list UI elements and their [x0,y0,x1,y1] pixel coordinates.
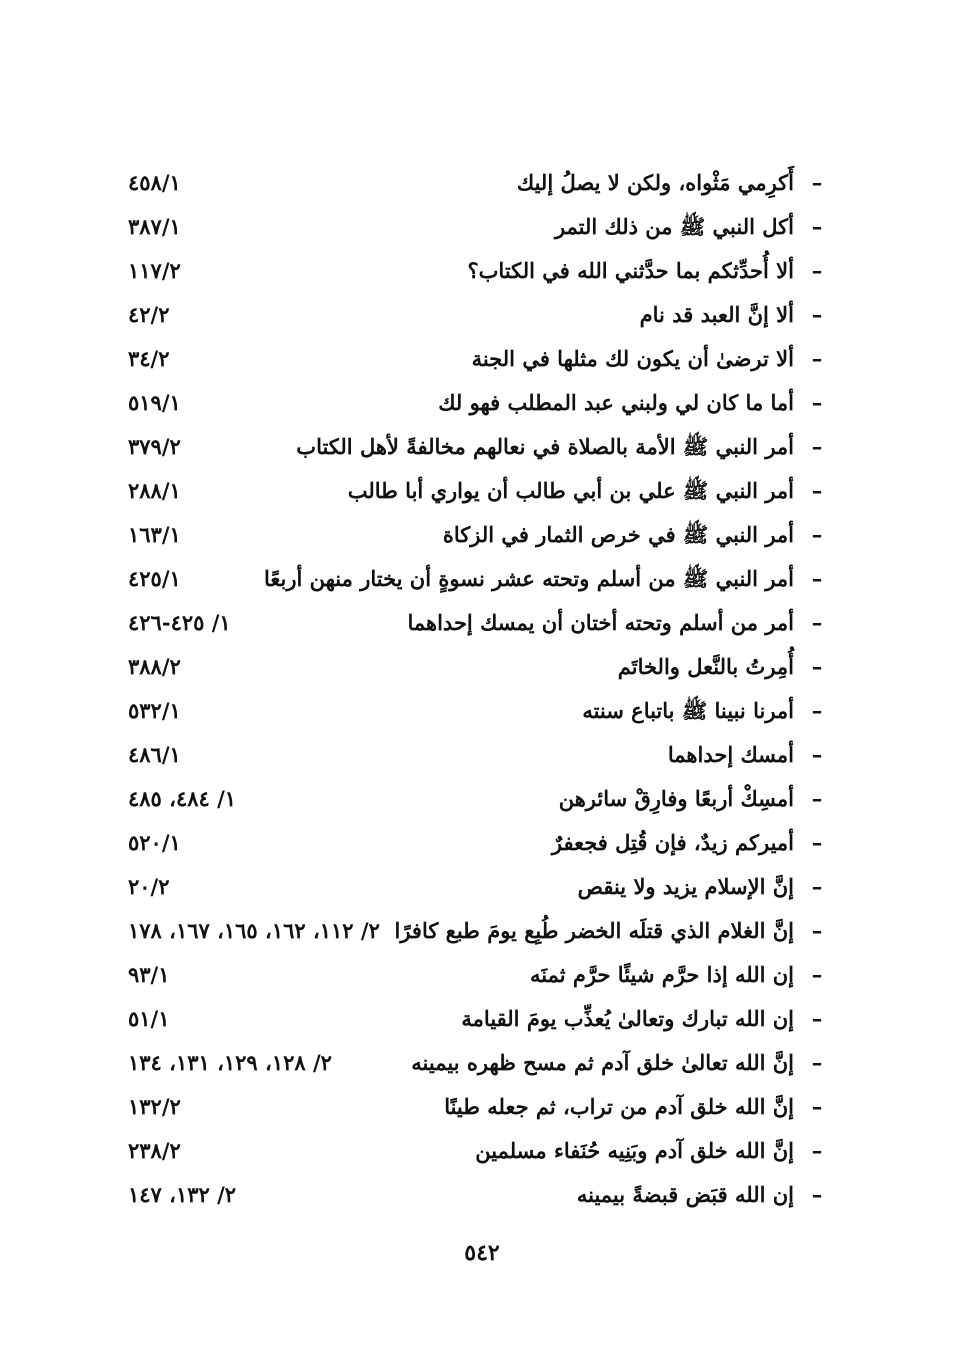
entry-text: أمر النبي ﷺ من أسلم وتحته عشر نسوةٍ أن يختار منهن أربعًا [263,566,794,591]
entry-reference: ٢٠/٢ [128,874,170,899]
index-entry [128,1129,828,1173]
index-entry [128,557,828,601]
entry-reference: ٤٢/٢ [128,302,170,327]
index-entry [128,953,828,997]
entry-dash: – [811,610,823,635]
entry-reference: ١٣٢/٢ [128,1094,181,1119]
entry-reference: ٤٥٨/١ [128,170,181,195]
entry-reference: ٥٢٠/١ [128,830,181,855]
entry-dash: – [811,1050,823,1075]
entry-dash: – [811,742,823,767]
entry-text: إنَّ الله تعالىٰ خلق آدم ثم مسح ظهره بيمينه [411,1050,794,1075]
index-entry [128,249,828,293]
entry-dash: – [811,434,823,459]
entry-text: إن الله إذا حرَّم شيئًا حرَّم ثمنَه [530,962,794,987]
index-entry [128,645,828,689]
index-entry [128,865,828,909]
entry-text: إنَّ الله خلق آدم وبَنِيه حُنَفاء مسلمين [475,1138,794,1163]
entry-text: أمسِكْ أربعًا وفارِقْ سائرهن [558,786,794,811]
index-entry [128,733,828,777]
entry-reference: ٥١/١ [128,1006,170,1031]
entry-text: أمرنا نبينا ﷺ باتباع سنته [582,698,794,723]
entry-dash: – [811,874,823,899]
entry-dash: – [811,170,823,195]
entry-dash: – [811,1182,823,1207]
entry-dash: – [811,654,823,679]
entry-text: إنَّ الغلام الذي قتلَه الخضر طُبِع يومَ طبع كافرًا [394,918,794,943]
entry-reference: ٤٨٦/١ [128,742,181,767]
entry-text: ألا ترضىٰ أن يكون لك مثلها في الجنة [471,346,794,371]
entry-reference: ٣٤/٢ [128,346,170,371]
entry-dash: – [811,786,823,811]
entry-text: أمر النبي ﷺ في خرص الثمار في الزكاة [442,522,794,547]
entry-dash: – [811,918,823,943]
entry-dash: – [811,390,823,415]
entry-text: أكل النبي ﷺ من ذلك التمر [554,214,794,239]
entry-text: أما ما كان لي ولبني عبد المطلب فهو لك [438,390,794,415]
entry-dash: – [811,566,823,591]
index-entry [128,821,828,865]
entry-reference: ٢/ ١٢٨، ١٢٩، ١٣١، ١٣٤ [128,1050,332,1075]
index-entry [128,1173,828,1217]
entry-dash: – [811,258,823,283]
entry-reference: ٢/ ١٣٢، ١٤٧ [128,1182,237,1207]
entry-reference: ١١٧/٢ [128,258,181,283]
entry-dash: – [811,1138,823,1163]
entry-reference: ٣٨٧/١ [128,214,181,239]
index-entry [128,1085,828,1129]
entry-reference: ١/ ٤٨٤، ٤٨٥ [128,786,237,811]
entry-dash: – [811,302,823,327]
index-entry [128,689,828,733]
entry-dash: – [811,214,823,239]
index-entry [128,337,828,381]
index-entry [128,777,828,821]
index-entry [128,513,828,557]
entry-text: ألا أُحدِّثكم بما حدَّثني الله في الكتاب؟ [467,258,794,283]
entry-text: أمسك إحداهما [667,742,794,767]
entry-reference: ٣٧٩/٢ [128,434,181,459]
index-entry [128,601,828,645]
entry-dash: – [811,830,823,855]
entry-dash: – [811,522,823,547]
entry-text: إنَّ الله خلق آدم من تراب، ثم جعله طينًا [444,1094,794,1119]
entry-text: أمر من أسلم وتحته أختان أن يمسك إحداهما [407,610,794,635]
hadith-index-list [128,161,828,1217]
index-entry [128,381,828,425]
entry-text: ألا إنَّ العبد قد نام [639,302,794,327]
entry-dash: – [811,478,823,503]
index-entry [128,161,828,205]
index-entry [128,909,828,953]
entry-reference: ٤٢٥/١ [128,566,181,591]
entry-reference: ٢٣٨/٢ [128,1138,181,1163]
entry-reference: ٥٣٢/١ [128,698,181,723]
entry-reference: ٩٣/١ [128,962,170,987]
index-entry [128,425,828,469]
entry-dash: – [811,1094,823,1119]
index-entry [128,293,828,337]
entry-text: أميركم زيدٌ، فإن قُتِل فجعفرٌ [551,830,794,855]
entry-text: أمر النبي ﷺ الأمة بالصلاة في نعالهم مخالفةً لأهل الكتاب [296,434,794,459]
entry-reference: ١/ ٤٢٥-٤٢٦ [128,610,231,635]
entry-dash: – [811,698,823,723]
entry-reference: ٢/ ١١٢، ١٦٢، ١٦٥، ١٦٧، ١٧٨ [128,918,380,943]
entry-reference: ١٦٣/١ [128,522,181,547]
entry-text: أُمِرتُ بالنَّعل والخاتَم [617,654,794,679]
index-entry [128,1041,828,1085]
index-entry [128,469,828,513]
entry-text: إن الله قبَض قبضةً بيمينه [576,1182,794,1207]
entry-dash: – [811,1006,823,1031]
entry-reference: ٥١٩/١ [128,390,181,415]
entry-dash: – [811,346,823,371]
page-number: ٥٤٢ [464,1240,500,1266]
entry-reference: ٢٨٨/١ [128,478,181,503]
index-entry [128,205,828,249]
index-entry [128,997,828,1041]
entry-dash: – [811,962,823,987]
entry-text: أمر النبي ﷺ علي بن أبي طالب أن يواري أبا طالب [347,478,794,503]
entry-text: إن الله تبارك وتعالىٰ يُعذِّب يومَ القيامة [461,1006,794,1031]
entry-text: إنَّ الإسلام يزيد ولا ينقص [577,874,794,899]
entry-text: أَكرِمي مَثْواه، ولكن لا يصلُ إليك [516,170,794,195]
entry-reference: ٣٨٨/٢ [128,654,181,679]
